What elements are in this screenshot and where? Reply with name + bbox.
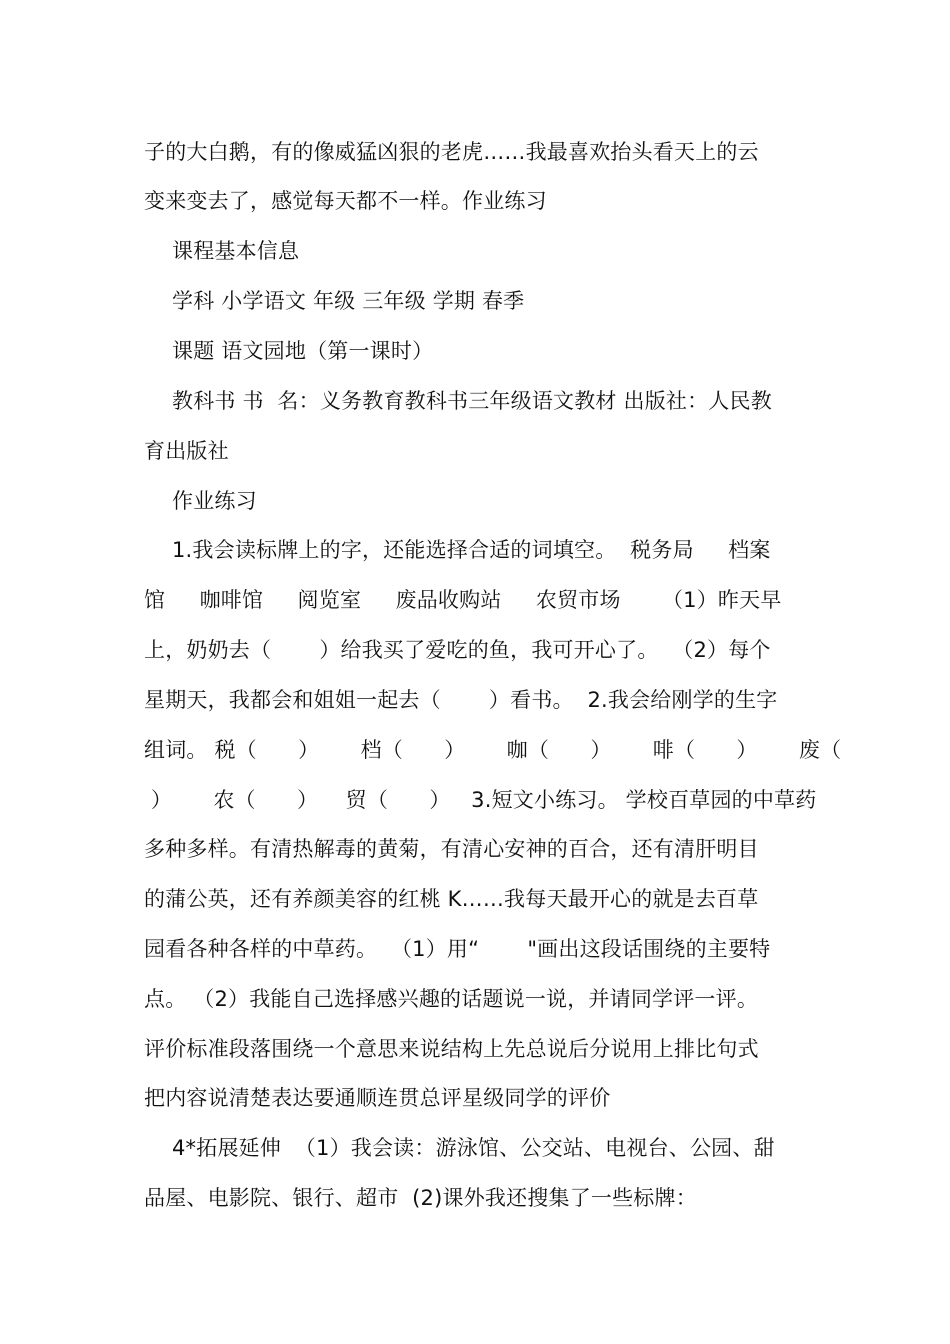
- exercise-line: 馆 咖啡馆 阅览室 废品收购站 农贸市场 （1）昨天早: [144, 588, 782, 612]
- exercise-line: 园看各种各样的中草药。 （1）用“ "画出这段话围绕的主要特: [144, 937, 771, 961]
- exercise-line: 1.我会读标牌上的字，还能选择合适的词填空。 税务局 档案: [172, 538, 771, 562]
- exercise-line: 星期天，我都会和姐姐一起去（ ）看书。 2.我会给刚学的生字: [144, 688, 778, 712]
- exercise-line: 多种多样。有清热解毒的黄菊，有清心安神的百合，还有清肝明目: [144, 837, 759, 861]
- text-line: 变来变去了，感觉每天都不一样。作业练习: [144, 189, 547, 213]
- text-line: 育出版社: [144, 439, 229, 463]
- section-heading: 作业练习: [172, 489, 257, 513]
- exercise-line: 上，奶奶去（ ）给我买了爱吃的鱼，我可开心了。 （2）每个: [144, 638, 771, 662]
- exercise-line: ） 农（ ） 贸（ ） 3.短文小练习。 学校百草园的中草药: [144, 788, 817, 812]
- course-info-line: 课题 语文园地（第一课时）: [172, 339, 434, 363]
- extension-line: 品屋、电影院、银行、超市 (2)课外我还搜集了一些标牌：: [144, 1186, 697, 1210]
- extension-line: 4*拓展延伸 （1）我会读：游泳馆、公交站、电视台、公园、甜: [172, 1136, 775, 1160]
- evaluation-line: 评价标准段落围绕一个意思来说结构上先总说后分说用上排比句式: [144, 1037, 759, 1061]
- exercise-line: 点。 （2）我能自己选择感兴趣的话题说一说，并请同学评一评。: [144, 987, 759, 1011]
- course-info-line: 学科 小学语文 年级 三年级 学期 春季: [172, 289, 525, 313]
- evaluation-line: 把内容说清楚表达要通顺连贯总评星级同学的评价: [144, 1086, 611, 1110]
- text-line: 子的大白鹅，有的像威猛凶狠的老虎……我最喜欢抬头看天上的云: [144, 140, 759, 164]
- exercise-line: 组词。 税（ ） 档（ ） 咖（ ） 啡（ ） 废（: [144, 738, 842, 762]
- section-heading: 课程基本信息: [172, 239, 300, 263]
- exercise-line: 的蒲公英，还有养颜美容的红桃 K……我每天最开心的就是去百草: [144, 887, 759, 911]
- course-info-line: 教科书 书 名：义务教育教科书三年级语文教材 出版社：人民教: [172, 389, 772, 413]
